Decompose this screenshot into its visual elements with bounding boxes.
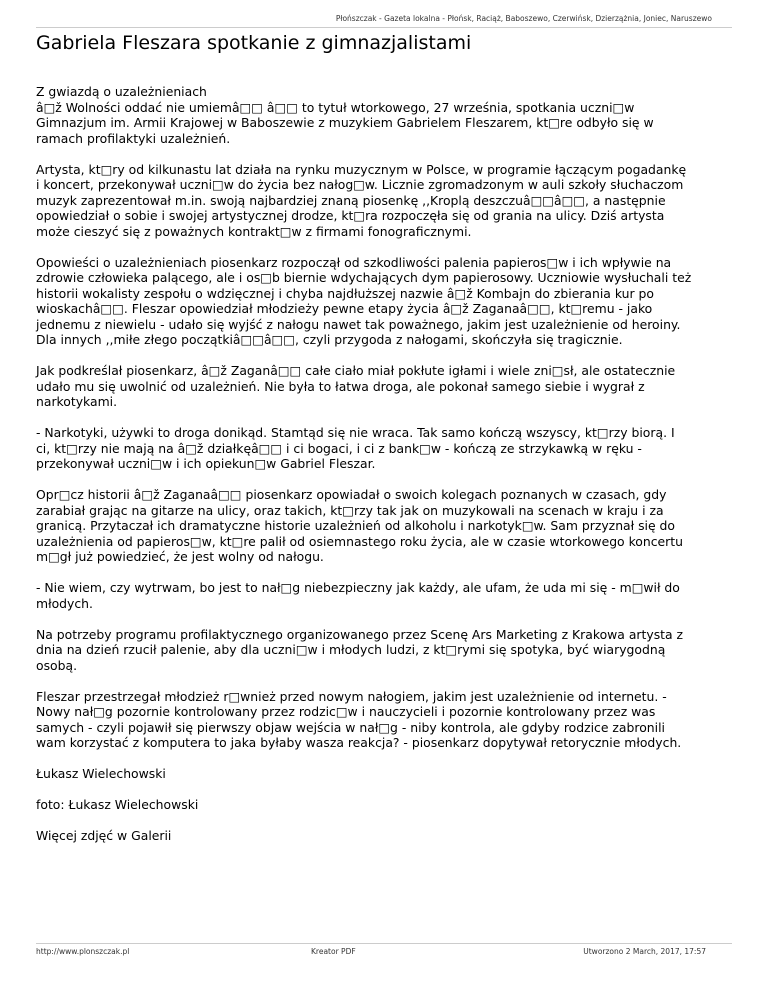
article-body	[36, 84, 736, 859]
article-title: Gabriela Fleszara spotkanie z gimnazjalistami	[36, 32, 472, 54]
article-paragraph: Z gwiazdą o uzależnieniach â□ž Wolności oddać nie umiemâ□□ â□□ to tytuł wtorkowego, 27 września, spotkania uczni□w Gimnazjum im. Armii Krajowej w Baboszewie z muzykiem Gabrielem Fleszarem, kt□re odbyło się w ramach profilaktyki uzależnień.	[36, 84, 654, 146]
photo-credit: foto: Łukasz Wielechowski	[36, 797, 199, 812]
article-paragraph: Fleszar przestrzegał młodzież r□wnież przed nowym nałogiem, jakim jest uzależnienie od internetu. - Nowy nał□g pozornie kontrolowany przez rodzic□w i nauczycieli i pozornie kontrolowany przez was samych - czyli pojawił się pierwszy objaw wejścia w nał□g - niby kontrola, ale gdyby rodzice zabronili wam korzystać z komputera to jaka byłaby wasza reakcja? - piosenkarz dopytywał retorycznie młodych.	[36, 688, 682, 750]
article-paragraph: Jak podkreślał piosenkarz, â□ž Zaganâ□□ całe ciało miał pokłute igłami i wiele zni□sł, ale ostatecznie udało mu się uwolnić od uzależnień. Nie była to łatwa droga, ale pokonał samego siebie i wygrał z narkotykami.	[36, 363, 676, 409]
footer-creator: Kreator PDF	[311, 947, 356, 956]
article-paragraph: Opowieści o uzależnieniach piosenkarz rozpoczął od szkodliwości palenia papieros□w i ich wpływie na zdrowie człowieka palącego, ale i os□b biernie wdychających dym papierosowy. Uczniowie wysłuchali też historii wokalisty zespołu o wdzięcznej i chyba najdłuższej nazwie â□ž Kombajn do zbierania kur po wioskachâ□□. Fleszar opowiedział młodzieży pewne etapy życia â□ž Zaganaâ□□, kt□remu - jako jednemu z niewielu - udało się wyjść z nałogu nawet tak poważnego, jakim jest uzależnienie od heroiny. Dla innych ,,miłe złego początkiâ□□â□□, czyli przygoda z nałogami, skończyła się tragicznie.	[36, 254, 692, 347]
footer-url: http://www.plonszczak.pl	[36, 947, 130, 956]
article-paragraph: - Nie wiem, czy wytrwam, bo jest to nał□g niebezpieczny jak każdy, ale ufam, że uda mi się - m□wił do młodych.	[36, 580, 680, 611]
article-paragraph: Artysta, kt□ry od kilkunastu lat działa na rynku muzycznym w Polsce, w programie łączącym pogadankę i koncert, przekonywał uczni□w do życia bez nałog□w. Licznie zgromadzonym w auli szkoły słuchaczom muzyk zaprezentował m.in. swoją najbardziej znaną piosenkę ,,Kroplą deszczuâ□□â□□, a następnie opowiedział o sobie i swojej artystycznej drodze, kt□ra rozpoczęła się od grania na ulicy. Dziś artysta może cieszyć się z poważnych kontrakt□w z firmami fonograficznymi.	[36, 161, 687, 239]
article-paragraph: Na potrzeby programu profilaktycznego organizowanego przez Scenę Ars Marketing z Krakowa artysta z dnia na dzień rzucił palenie, aby dla uczni□w i młodych ludzi, z kt□rymi się spotyka, być wiarygodną osobą.	[36, 626, 684, 673]
article-paragraph: - Narkotyki, używki to droga donikąd. Stamtąd się nie wraca. Tak samo kończą wszyscy, kt□rzy biorą. I ci, kt□rzy nie mają na â□ž działkęâ□□ i ci bogaci, i ci z bank□w - kończą ze strzykawką w ręku - przekonywał uczni□w i ich opiekun□w Gabriel Fleszar.	[36, 425, 675, 471]
footer-created-date: Utworzono 2 March, 2017, 17:57	[583, 947, 706, 956]
page-header-site-line: Płońszczak - Gazeta lokalna - Płońsk, Raciąż, Baboszewo, Czerwińsk, Dzierzążnia, Joniec, Naruszewo	[335, 14, 712, 23]
article-paragraph: Opr□cz historii â□ž Zaganaâ□□ piosenkarz opowiadał o swoich kolegach poznanych w czasach, gdy zarabiał grając na gitarze na ulicy, oraz takich, kt□rzy tak jak on muzykowali na scenach w kraju i za granicą. Przytaczał ich dramatyczne historie uzależnień od alkoholu i narkotyk□w. Sam przyznał się do uzależnienia od papieros□w, kt□re palił od osiemnastego roku życia, ale w czasie wtorkowego koncertu m□gł już powiedzieć, że jest wolny od nałogu.	[36, 487, 683, 564]
footer-divider	[36, 943, 732, 944]
gallery-link-text: Więcej zdjęć w Galerii	[36, 828, 172, 843]
author-line: Łukasz Wielechowski	[36, 766, 166, 781]
header-divider	[36, 27, 732, 28]
